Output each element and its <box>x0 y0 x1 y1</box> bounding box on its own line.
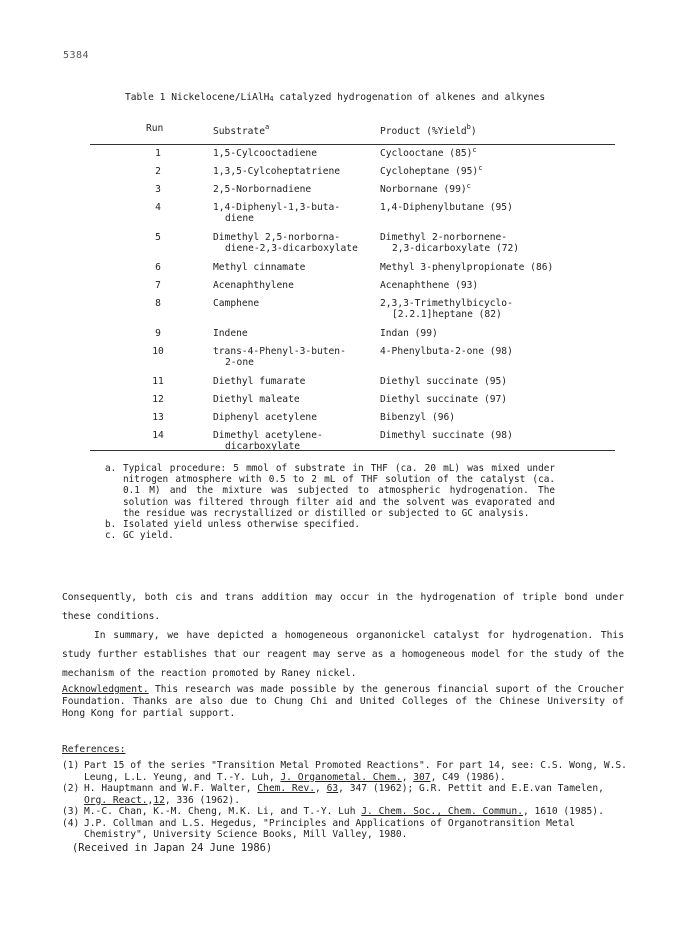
run-cell: 5 <box>155 232 161 243</box>
reference-3: (3) M.-C. Chan, K.-M. Cheng, M.K. Li, and T.-Y. Luh J. Chem. Soc., Chem. Commun., 1610 (1985). <box>62 806 604 817</box>
run-cell: 13 <box>152 412 164 423</box>
substrate-cell: 1,5-Cylcooctadiene <box>213 148 317 159</box>
acknowledgment: Acknowledgment. This research was made possible by the generous financial suport of the Croucher Foundation. Thanks are also due to Chung Chi and United Colleges of the Chinese University of Hong Kong for partial support. <box>62 684 624 719</box>
paragraph-consequently: Consequently, both cis and trans addition may occur in the hydrogenation of triple bond under these conditions. <box>62 592 624 622</box>
substrate-cell: Indene <box>213 328 248 339</box>
paragraph-summary: In summary, we have depicted a homogeneous organonickel catalyst for hydrogenation. This study further establishes that our reagent may serve as a homogeneous model for the study of the mechanism of the reaction promoted by Raney nickel. <box>62 630 624 679</box>
product-cell: Bibenzyl (96) <box>380 412 456 423</box>
product-cell: 4-Phenylbuta-2-one (98) <box>380 346 513 357</box>
table-bottom-rule <box>90 450 615 451</box>
product-cell: Cycloheptane $(95)^c$ <box>380 164 483 177</box>
run-cell: 2 <box>155 166 161 177</box>
run-cell: 1 <box>155 148 161 159</box>
received-date: (Received in Japan 24 June 1986) <box>72 842 273 854</box>
run-cell: 11 <box>152 376 164 387</box>
run-column-header: Run <box>146 123 164 134</box>
references-list <box>62 760 627 841</box>
substrate-cell: 1,3,5-Cylcoheptatriene <box>213 166 341 177</box>
substrate-cell: Diethyl fumarate <box>213 376 306 387</box>
product-cell: Norbornane $(99)^c$ <box>380 182 471 195</box>
page-number: 5384 <box>63 50 90 61</box>
product-cell: Dimethyl 2-norbornene- 2,3-dicarboxylate (72) <box>380 232 520 254</box>
table-header <box>90 110 615 136</box>
footnote-a: a. Typical procedure: 5 mmol of substrate in THF (ca. 20 mL) was mixed under nitrogen atmosphere with 0.5 to 2 mL of THF solution of the catalyst (ca. 0.1 M) and the mixture was subjected to atmospheric hydrogenation. The solution was filtered through filter aid and the solvent was evaporated and the residue was recrystallized or distilled or subjected to GC analysis. <box>105 463 555 519</box>
run-cell: 6 <box>155 262 161 273</box>
substrate-cell: Diphenyl acetylene <box>213 412 317 423</box>
substrate-cell: Dimethyl acetylene- dicarboxylate <box>213 430 323 452</box>
product-column-header: Product (%Yield$^b$) <box>380 123 477 137</box>
table-caption: Table 1 Nickelocene/LiAlH$_4$ catalyzed hydrogenation of alkenes and alkynes <box>125 92 546 103</box>
reference-4: (4) J.P. Collman and L.S. Hegedus, "Principles and Applications of Organotransition Metal Chemistry", University Science Books, Mill Valley, 1980. <box>62 817 575 840</box>
substrate-cell: Acenaphthylene <box>213 280 294 291</box>
product-cell: Dimethyl succinate (98) <box>380 430 513 441</box>
substrate-cell: 2,5-Norbornadiene <box>213 184 312 195</box>
run-cell: 10 <box>152 346 164 357</box>
footnote-c: c. GC yield. <box>105 530 174 542</box>
reference-2: (2) H. Hauptmann and W.F. Walter, Chem. Rev., 63, 347 (1962); G.R. Pettit and E.E.van Tamelen, Org. React.,12, 336 (1962). <box>62 783 604 806</box>
substrate-cell: Camphene <box>213 298 260 309</box>
table-top-rule <box>90 144 615 145</box>
run-cell: 12 <box>152 394 164 405</box>
product-cell: Methyl 3-phenylpropionate (86) <box>380 262 554 273</box>
reference-1: (1) Part 15 of the series "Transition Metal Promoted Reactions". For part 14, see: C.S. Wong, W.S. Leung, L.L. Yeung, and T.-Y. Luh, J. Organometal. Chem., 307, C49 (1986). <box>62 760 627 783</box>
run-cell: 4 <box>155 202 161 213</box>
product-cell: 2,3,3-Trimethylbicyclo- [2.2.1]heptane (82) <box>380 298 513 320</box>
product-cell: Diethyl succinate (95) <box>380 376 508 387</box>
product-cell: Diethyl succinate (97) <box>380 394 508 405</box>
substrate-cell: Dimethyl 2,5-norborna- diene-2,3-dicarboxylate <box>213 232 358 254</box>
product-cell: 1,4-Diphenylbutane (95) <box>380 202 513 213</box>
run-cell: 14 <box>152 430 164 441</box>
table-footnotes <box>105 463 555 541</box>
substrate-cell: 1,4-Diphenyl-1,3-buta- diene <box>213 202 341 224</box>
substrate-column-header: Substrate$^a$ <box>213 123 270 137</box>
run-cell: 8 <box>155 298 161 309</box>
product-cell: Indan (99) <box>380 328 438 339</box>
product-cell: Cyclooctane $(85)^c$ <box>380 146 477 159</box>
run-cell: 7 <box>155 280 161 291</box>
references-heading: References: <box>62 744 126 755</box>
footnote-b: b. Isolated yield unless otherwise specified. <box>105 519 361 531</box>
substrate-cell: trans-4-Phenyl-3-buten- 2-one <box>213 346 346 368</box>
product-cell: Acenaphthene (93) <box>380 280 479 291</box>
run-cell: 9 <box>155 328 161 339</box>
substrate-cell: Diethyl maleate <box>213 394 300 405</box>
run-cell: 3 <box>155 184 161 195</box>
substrate-cell: Methyl cinnamate <box>213 262 306 273</box>
results-table <box>90 110 615 452</box>
acknowledgment-label: Acknowledgment. <box>62 684 149 695</box>
